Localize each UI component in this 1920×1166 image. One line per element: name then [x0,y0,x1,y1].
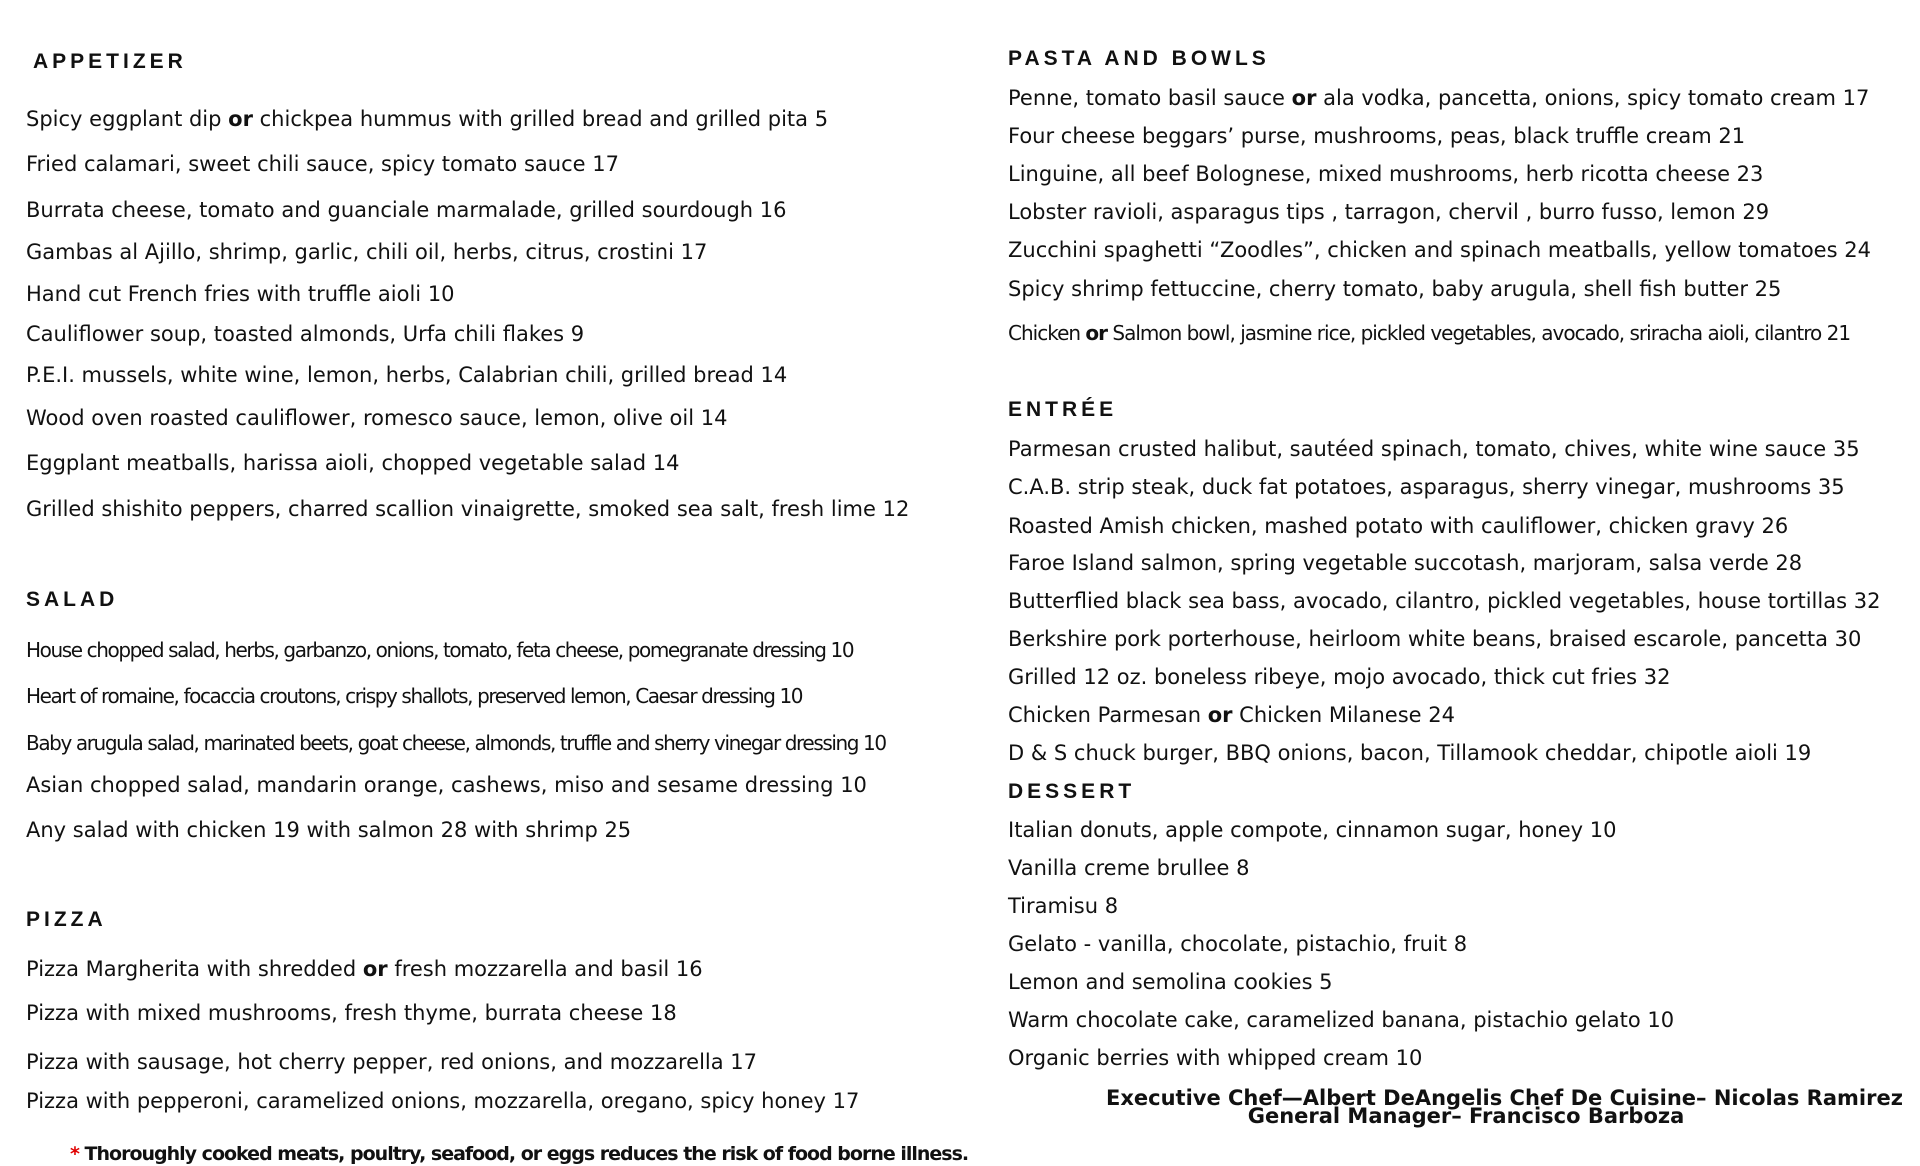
menu-item: Gambas al Ajillo, shrimp, garlic, chili oil, herbs, citrus, crostini 17 [26,240,708,264]
menu-item: P.E.I. mussels, white wine, lemon, herbs, Calabrian chili, grilled bread 14 [26,363,788,387]
menu-item: D & S chuck burger, BBQ onions, bacon, Tillamook cheddar, chipotle aioli 19 [1008,741,1812,765]
menu-item: Linguine, all beef Bolognese, mixed mushrooms, herb ricotta cheese 23 [1008,162,1764,186]
menu-item: Tiramisu 8 [1008,894,1119,918]
pizza-heading: PIZZA [26,908,107,931]
menu-item: Lemon and semolina cookies 5 [1008,970,1333,994]
menu-item: Grilled shishito peppers, charred scallion vinaigrette, smoked sea salt, fresh lime 12 [26,497,910,521]
menu-item: Eggplant meatballs, harissa aioli, chopped vegetable salad 14 [26,451,680,475]
menu-item: Faroe Island salmon, spring vegetable succotash, marjoram, salsa verde 28 [1008,551,1803,575]
menu-item: Zucchini spaghetti “Zoodles”, chicken and spinach meatballs, yellow tomatoes 24 [1008,238,1871,262]
menu-item: Pizza with mixed mushrooms, fresh thyme, burrata cheese 18 [26,1001,677,1025]
menu-item: Cauliflower soup, toasted almonds, Urfa chili flakes 9 [26,322,585,346]
menu-item: Fried calamari, sweet chili sauce, spicy tomato sauce 17 [26,152,619,176]
menu-item: Chicken or Salmon bowl, jasmine rice, pickled vegetables, avocado, sriracha aioli, cilantro 21 [1008,321,1851,345]
executive-credits: Executive Chef—Albert DeAngelis Chef De Cuisine– Nicolas Ramirez [1106,1086,1903,1110]
menu-item: Gelato - vanilla, chocolate, pistachio, fruit 8 [1008,932,1468,956]
menu-item: Vanilla creme brullee 8 [1008,856,1250,880]
menu-item: Parmesan crusted halibut, sautéed spinach, tomato, chives, white wine sauce 35 [1008,437,1860,461]
menu-item: Penne, tomato basil sauce or ala vodka, pancetta, onions, spicy tomato cream 17 [1008,86,1870,110]
menu-item: Baby arugula salad, marinated beets, goat cheese, almonds, truffle and sherry vinegar dressing 10 [26,731,886,755]
appetizer-heading: APPETIZER [33,50,187,73]
menu-item: Four cheese beggars’ purse, mushrooms, peas, black truffle cream 21 [1008,124,1746,148]
menu-item: Pizza with pepperoni, caramelized onions, mozzarella, oregano, spicy honey 17 [26,1089,860,1113]
menu-item: Burrata cheese, tomato and guanciale marmalade, grilled sourdough 16 [26,198,787,222]
menu-item: Hand cut French fries with truffle aioli 10 [26,282,455,306]
menu-item: Lobster ravioli, asparagus tips , tarragon, chervil , burro fusso, lemon 29 [1008,200,1770,224]
menu-item: Spicy shrimp fettuccine, cherry tomato, baby arugula, shell fish butter 25 [1008,277,1782,301]
pasta-heading: PASTA AND BOWLS [1008,47,1270,70]
menu-item: Pizza with sausage, hot cherry pepper, red onions, and mozzarella 17 [26,1050,758,1074]
menu-item: Asian chopped salad, mandarin orange, cashews, miso and sesame dressing 10 [26,773,867,797]
menu-item: C.A.B. strip steak, duck fat potatoes, asparagus, sherry vinegar, mushrooms 35 [1008,475,1845,499]
menu-item: Berkshire pork porterhouse, heirloom white beans, braised escarole, pancetta 30 [1008,627,1862,651]
manager-credit: General Manager– Francisco Barboza [1247,1104,1685,1128]
menu-item: Spicy eggplant dip or chickpea hummus with grilled bread and grilled pita 5 [26,107,829,131]
menu-item: House chopped salad, herbs, garbanzo, onions, tomato, feta cheese, pomegranate dressing 10 [26,638,854,662]
food-safety-footnote: * Thoroughly cooked meats, poultry, seafood, or eggs reduces the risk of food borne illness. [70,1143,969,1165]
menu-item: Organic berries with whipped cream 10 [1008,1046,1423,1070]
menu-item: Pizza Margherita with shredded or fresh mozzarella and basil 16 [26,957,703,981]
menu-item: Warm chocolate cake, caramelized banana, pistachio gelato 10 [1008,1008,1675,1032]
menu-item: Italian donuts, apple compote, cinnamon sugar, honey 10 [1008,818,1617,842]
menu-item: Wood oven roasted cauliflower, romesco sauce, lemon, olive oil 14 [26,406,728,430]
menu-item: Any salad with chicken 19 with salmon 28 with shrimp 25 [26,818,632,842]
dessert-heading: DESSERT [1008,780,1136,803]
menu-item: Chicken Parmesan or Chicken Milanese 24 [1008,703,1455,727]
salad-heading: SALAD [26,588,119,611]
entree-heading: ENTRÉE [1008,398,1118,421]
menu-item: Butterflied black sea bass, avocado, cilantro, pickled vegetables, house tortillas 32 [1008,589,1881,613]
menu-item: Roasted Amish chicken, mashed potato with cauliflower, chicken gravy 26 [1008,514,1789,538]
menu-item: Heart of romaine, focaccia croutons, crispy shallots, preserved lemon, Caesar dressing 10 [26,684,803,708]
asterisk: * [70,1143,79,1165]
menu-item: Grilled 12 oz. boneless ribeye, mojo avocado, thick cut fries 32 [1008,665,1671,689]
